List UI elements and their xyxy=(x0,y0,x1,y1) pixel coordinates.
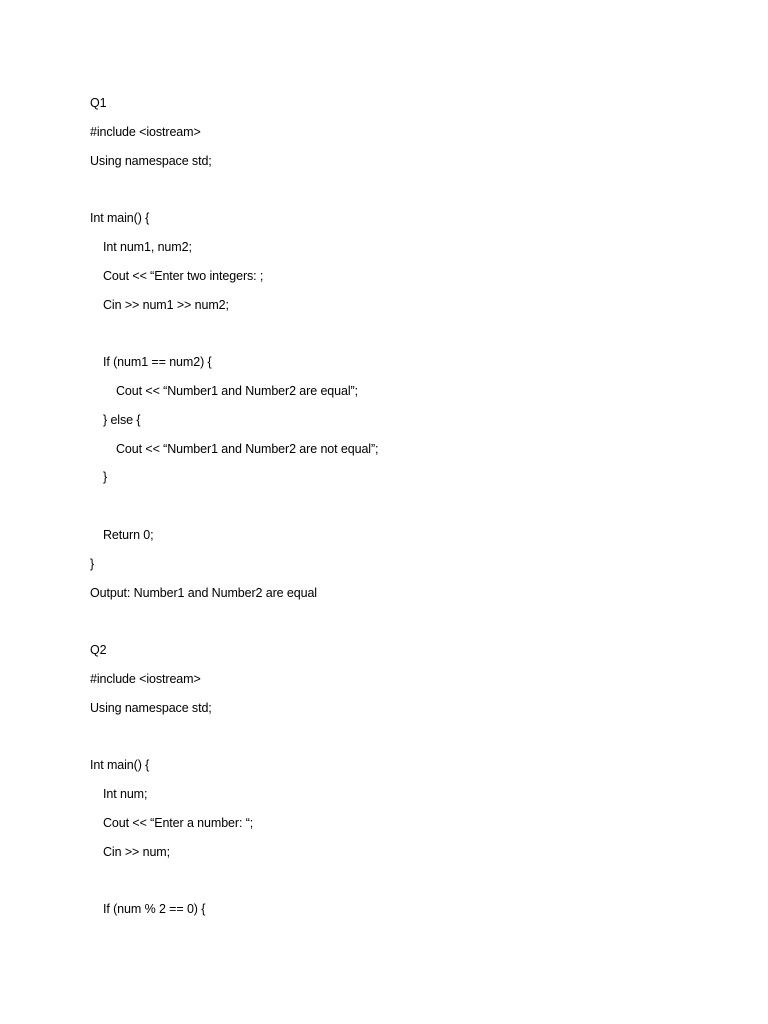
q1-if-line: If (num1 == num2) { xyxy=(103,355,212,369)
q1-else-line: } else { xyxy=(103,413,141,427)
q1-input-line: Cin >> num1 >> num2; xyxy=(103,298,229,312)
q2-include-line: #include <iostream> xyxy=(90,672,201,686)
q1-label: Q1 xyxy=(90,96,107,110)
q1-output-line: Output: Number1 and Number2 are equal xyxy=(90,586,317,600)
q1-return-line: Return 0; xyxy=(103,528,154,542)
q2-using-line: Using namespace std; xyxy=(90,701,212,715)
q1-include-line: #include <iostream> xyxy=(90,125,201,139)
q2-prompt-line: Cout << “Enter a number: “; xyxy=(103,816,254,830)
q1-cout-not-equal: Cout << “Number1 and Number2 are not equal”; xyxy=(116,442,379,456)
q1-main-open: Int main() { xyxy=(90,211,150,225)
q1-if-close: } xyxy=(103,470,108,484)
q2-declaration: Int num; xyxy=(103,787,148,801)
q1-main-close: } xyxy=(90,557,95,571)
q1-cout-equal: Cout << “Number1 and Number2 are equal”; xyxy=(116,384,358,398)
q2-label: Q2 xyxy=(90,643,107,657)
q1-declaration: Int num1, num2; xyxy=(103,240,192,254)
q1-using-line: Using namespace std; xyxy=(90,154,212,168)
q2-input-line: Cin >> num; xyxy=(103,845,170,859)
q2-main-open: Int main() { xyxy=(90,758,150,772)
q2-if-line: If (num % 2 == 0) { xyxy=(103,902,206,916)
q1-prompt-line: Cout << “Enter two integers: ; xyxy=(103,269,264,283)
